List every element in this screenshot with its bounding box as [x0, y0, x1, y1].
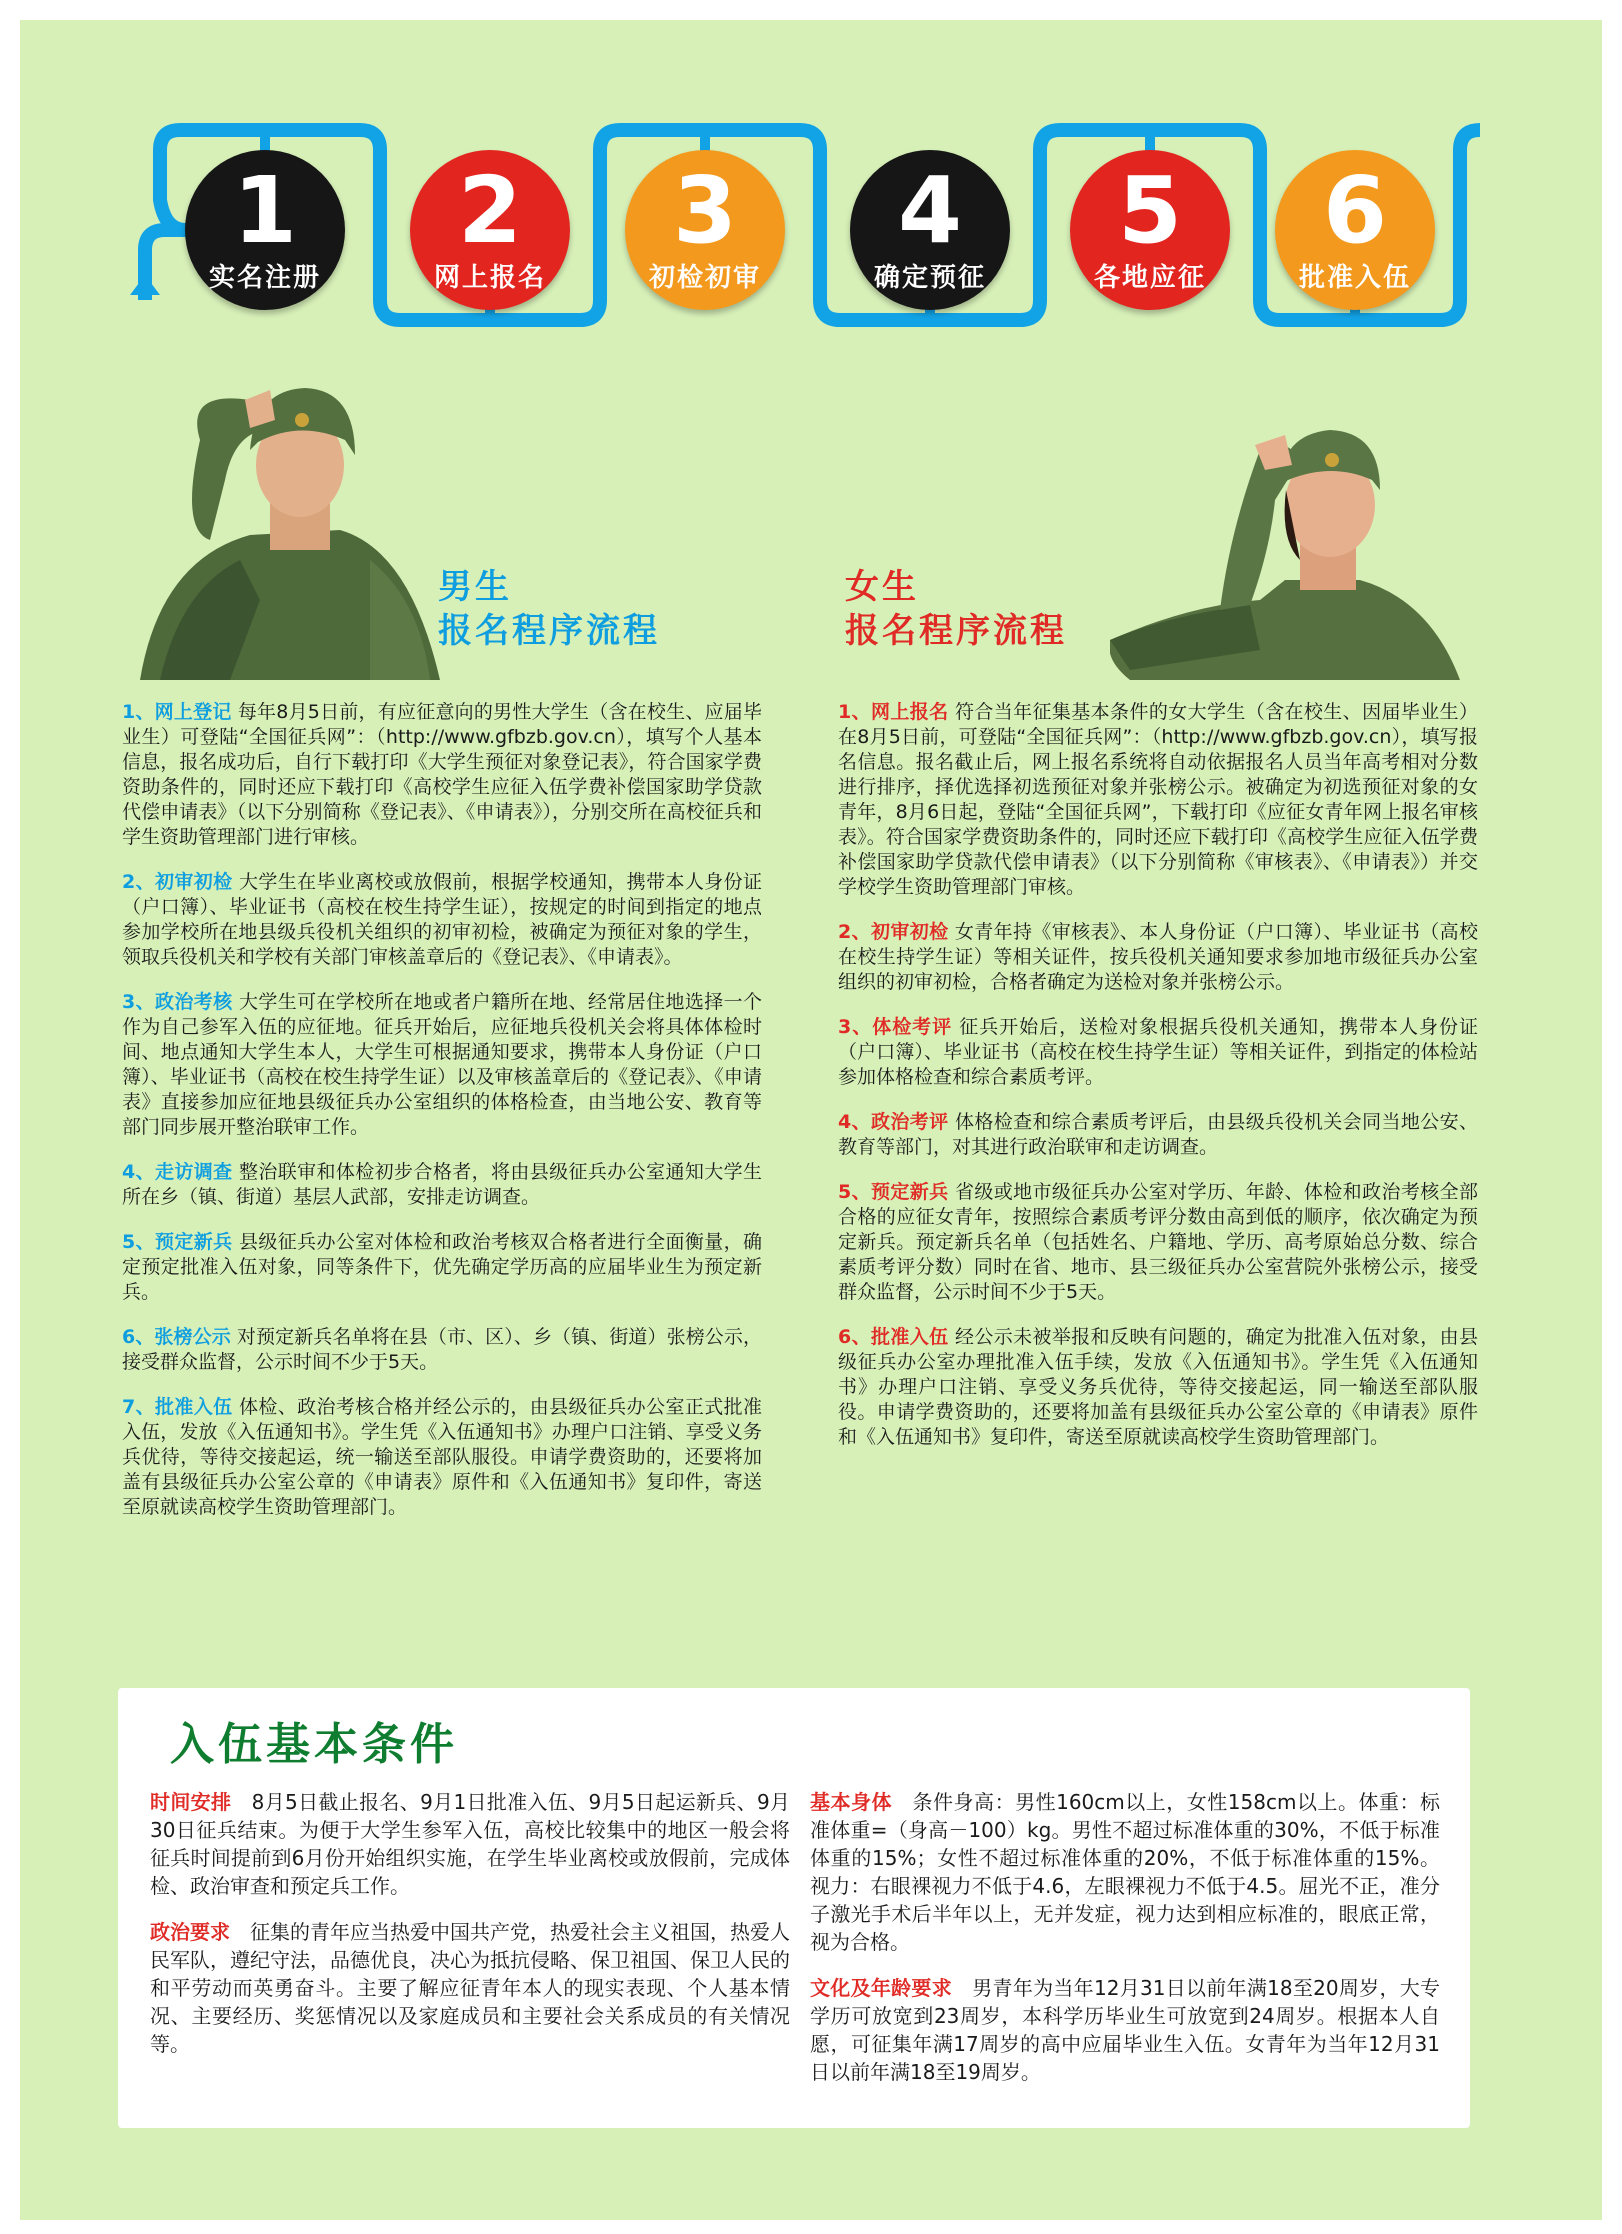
step-4	[850, 150, 1010, 310]
step-number: 6	[1322, 156, 1387, 264]
step-flow	[0, 0, 1622, 360]
item-text: 体检、政治考核合格并经公示的，由县级征兵办公室正式批准入伍，发放《入伍通知书》。学生凭《入伍通知书》办理户口注销、享受义务兵优待，等待交接起运，统一输送至部队服役。申请学费资助的，还要将加盖有县级征兵办公室公章的《申请表》原件和《入伍通知书》复印件，寄送至原就读高校学生资助管理部门。	[122, 1396, 762, 1518]
condition-text: 8月5日截止报名、9月1日批准入伍、9月5日起运新兵、9月30日征兵结束。为便于大学生参军入伍，高校比较集中的地区一般会将征兵时间提前到6月份开始组织实施，在学生毕业离校或放假前，完成体检、政治审查和预定兵工作。	[150, 1790, 790, 1898]
conditions-right-column	[810, 1788, 1440, 2104]
item-key: 1、网上报名	[838, 701, 949, 723]
list-item	[838, 920, 1478, 995]
item-text: 大学生在毕业离校或放假前，根据学校通知，携带本人身份证（户口簿）、毕业证书（高校在校生持学生证），按规定的时间到指定的地点参加学校所在地县级兵役机关组织的初审初检，被确定为预征对象的学生，领取兵役机关和学校有关部门审核盖章后的《登记表》、《申请表》。	[122, 871, 762, 968]
item-text: 经公示未被举报和反映有问题的，确定为批准入伍对象，由县级征兵办公室办理批准入伍手续，发放《入伍通知书》。学生凭《入伍通知书》办理户口注销、享受义务兵优待，等待交接起运，同一输送至部队服役。申请学费资助的，还要将加盖有县级征兵办公室公章的《申请表》原件和《入伍通知书》复印件，寄送至原就读高校学生资助管理部门。	[838, 1326, 1478, 1448]
list-item	[122, 1325, 762, 1375]
male-title-line2: 报名程序流程	[438, 611, 660, 651]
step-2	[410, 150, 570, 310]
item-text: 每年8月5日前，有应征意向的男性大学生（含在校生、应届毕业生）可登陆“全国征兵网”：（http://www.gfbzb.gov.cn），填写个人基本信息，报名成功后，自行下载打印《大学生预征对象登记表》，符合国家学费资助条件的，同时还应下载打印《高校学生应征入伍学费补偿国家助学贷款代偿申请表》（以下分别简称《登记表》、《申请表》），分别交所在高校征兵和学生资助管理部门进行审核。	[122, 701, 762, 848]
condition-item	[810, 1974, 1440, 2086]
list-item	[122, 1230, 762, 1305]
step-number: 2	[457, 156, 522, 264]
item-key: 4、政治考评	[838, 1111, 949, 1133]
step-number: 1	[232, 156, 297, 264]
male-title-line1: 男生	[438, 567, 512, 607]
step-label: 初检初审	[648, 262, 761, 293]
step-label: 批准入伍	[1298, 262, 1411, 293]
item-text: 征兵开始后，送检对象根据兵役机关通知，携带本人身份证（户口簿）、毕业证书（高校在校生持学生证）等相关证件，到指定的体检站参加体格检查和综合素质考评。	[838, 1016, 1478, 1088]
male-section-title	[438, 565, 660, 653]
condition-text: 征集的青年应当热爱中国共产党，热爱社会主义祖国，热爱人民军队，遵纪守法，品德优良，决心为抵抗侵略、保卫祖国、保卫人民的和平劳动而英勇奋斗。主要了解应征青年本人的现实表现、个人基本情况、主要经历、奖惩情况以及家庭成员和主要社会关系成员的有关情况等。	[150, 1920, 790, 2056]
condition-key: 政治要求	[150, 1920, 230, 1944]
condition-item	[150, 1918, 790, 2058]
list-item	[838, 700, 1478, 900]
list-item	[838, 1110, 1478, 1160]
item-text: 符合当年征集基本条件的女大学生（含在校生、因届毕业生）在8月5日前，可登陆“全国征兵网”：（http://www.gfbzb.gov.cn），填写报名信息。报名截止后，网上报名系统将自动依据报名人员当年高考相对分数进行排序，择优选择初选预征对象并张榜公示。被确定为初选预征对象的女青年，8月6日起，登陆“全国征兵网”，下载打印《应征女青年网上报名审核表》。符合国家学费资助条件的，同时还应下载打印《高校学生应征入伍学费补偿国家助学贷款代偿申请表》（以下分别简称《审核表》、《申请表》）并交学校学生资助管理部门审核。	[838, 701, 1478, 898]
list-item	[838, 1180, 1478, 1305]
condition-item	[150, 1788, 790, 1900]
condition-item	[810, 1788, 1440, 1956]
item-key: 2、初审初检	[838, 921, 949, 943]
item-key: 6、张榜公示	[122, 1326, 231, 1348]
female-section-title	[845, 565, 1067, 653]
item-key: 6、批准入伍	[838, 1326, 949, 1348]
item-key: 3、政治考核	[122, 991, 233, 1013]
list-item	[122, 1160, 762, 1210]
male-procedure-list	[122, 700, 762, 1540]
condition-text: 男青年为当年12月31日以前年满18至20周岁，大专学历可放宽到23周岁，本科学历毕业生可放宽到24周岁。根据本人自愿，可征集年满17周岁的高中应届毕业生入伍。女青年为当年12月31日以前年满18至19周岁。	[810, 1976, 1441, 2084]
item-key: 3、体检考评	[838, 1016, 953, 1038]
step-number: 5	[1117, 156, 1182, 264]
item-key: 5、预定新兵	[122, 1231, 233, 1253]
list-item	[838, 1015, 1478, 1090]
female-title-line1: 女生	[845, 567, 919, 607]
item-text: 县级征兵办公室对体检和政治考核双合格者进行全面衡量，确定预定批准入伍对象，同等条件下，优先确定学历高的应届毕业生为预定新兵。	[122, 1231, 762, 1303]
female-procedure-list	[838, 700, 1478, 1470]
condition-key: 时间安排	[150, 1790, 232, 1814]
list-item	[122, 1395, 762, 1520]
step-label: 确定预征	[873, 262, 986, 293]
step-number: 3	[672, 156, 737, 264]
female-soldier-image	[1110, 390, 1470, 680]
item-key: 4、走访调查	[122, 1161, 233, 1183]
item-key: 7、批准入伍	[122, 1396, 233, 1418]
condition-key: 文化及年龄要求	[810, 1976, 952, 2000]
item-text: 整治联审和体检初步合格者，将由县级征兵办公室通知大学生所在乡（镇、街道）基层人武部，安排走访调查。	[122, 1161, 762, 1208]
item-text: 体格检查和综合素质考评后，由县级兵役机关会同当地公安、教育等部门，对其进行政治联审和走访调查。	[838, 1111, 1478, 1158]
female-title-line2: 报名程序流程	[845, 611, 1067, 651]
step-1	[185, 150, 345, 310]
conditions-left-column	[150, 1788, 790, 2076]
item-text: 对预定新兵名单将在县（市、区）、乡（镇、街道）张榜公示，接受群众监督，公示时间不少于5天。	[122, 1326, 762, 1373]
step-label: 实名注册	[208, 262, 321, 293]
item-text: 省级或地市级征兵办公室对学历、年龄、体检和政治考核全部合格的应征女青年，按照综合素质考评分数由高到低的顺序，依次确定为预定新兵。预定新兵名单（包括姓名、户籍地、学历、高考原始总分数、综合素质考评分数）同时在省、地市、县三级征兵办公室营院外张榜公示，接受群众监督，公示时间不少于5天。	[838, 1181, 1478, 1303]
item-text: 女青年持《审核表》、本人身份证（户口簿）、毕业证书（高校在校生持学生证）等相关证件，按兵役机关通知要求参加地市级征兵办公室组织的初审初检，合格者确定为送检对象并张榜公示。	[838, 921, 1478, 993]
step-3	[625, 150, 785, 310]
basic-conditions-box	[118, 1688, 1470, 2128]
conditions-title: 入伍基本条件	[170, 1719, 458, 1770]
step-label: 网上报名	[433, 262, 546, 293]
list-item	[122, 700, 762, 850]
item-text: 大学生可在学校所在地或者户籍所在地、经常居住地选择一个作为自己参军入伍的应征地。征兵开始后，应征地兵役机关会将具体体检时间、地点通知大学生本人，大学生可根据通知要求，携带本人身份证（户口簿）、毕业证书（高校在校生持学生证）以及审核盖章后的《登记表》、《申请表》直接参加应征地县级征兵办公室组织的体格检查，由当地公安、教育等部门同步展开整治联审工作。	[122, 991, 762, 1138]
condition-text: 条件身高：男性160cm以上，女性158cm以上。体重：标准体重=（身高－100）kg。男性不超过标准体重的30%，不低于标准体重的15%；女性不超过标准体重的20%，不低于标准体重的15%。视力：右眼裸视力不低于4.6，左眼裸视力不低于4.5。屈光不正，准分子激光手术后半年以上，无并发症，视力达到相应标准的，眼底正常，视为合格。	[810, 1790, 1440, 1954]
list-item	[122, 990, 762, 1140]
condition-key: 基本身体	[810, 1790, 893, 1814]
item-key: 2、初审初检	[122, 871, 233, 893]
step-number: 4	[897, 156, 962, 264]
step-6	[1275, 150, 1435, 310]
step-5	[1070, 150, 1230, 310]
step-label: 各地应征	[1093, 262, 1206, 293]
male-soldier-image	[140, 360, 440, 680]
list-item	[122, 870, 762, 970]
item-key: 1、网上登记	[122, 701, 232, 723]
item-key: 5、预定新兵	[838, 1181, 949, 1203]
list-item	[838, 1325, 1478, 1450]
